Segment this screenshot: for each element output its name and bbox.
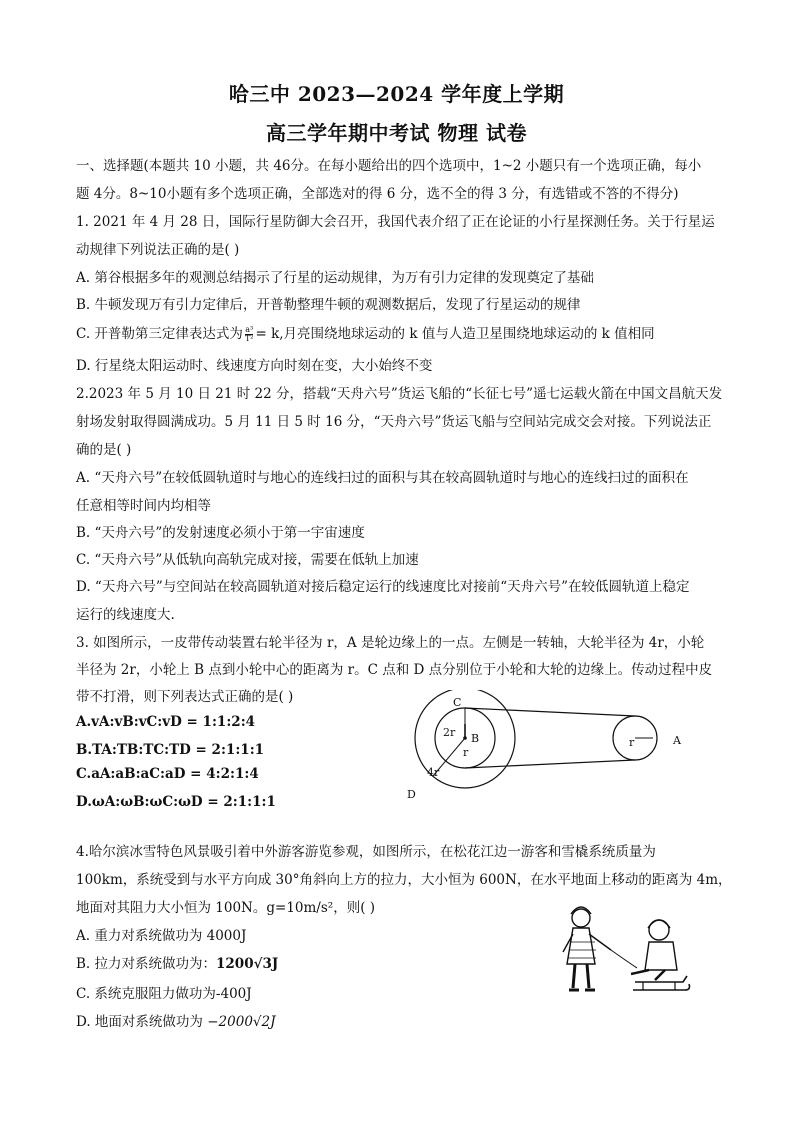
- q3-option-b: B.TA:TB:TC:TD = 2:1:1:1: [76, 742, 265, 758]
- q1-stem-line-1: 1. 2021 年 4 月 28 日，国际行星防御大会召开，我国代表介绍了正在论证的小行星探测任务。关于行星运: [76, 214, 715, 230]
- q1-option-b: B. 牛顿发现万有引力定律后，开普勒整理牛顿的观测数据后，发现了行星运动的规律: [76, 297, 581, 313]
- exam-subtitle: 高三学年期中考试 物理 试卷: [266, 121, 527, 145]
- q1-stem-line-2: 动规律下列说法正确的是( ): [76, 242, 240, 258]
- exam-title: 哈三中 2023—2024 学年度上学期: [228, 82, 565, 106]
- label-a: A: [673, 734, 681, 747]
- label-c: C: [453, 696, 462, 709]
- q3-option-c: C.aA:aB:aC:aD = 4:2:1:4: [76, 766, 259, 782]
- q4-option-d: [76, 1013, 276, 1031]
- q4-option-a: A. 重力对系统做功为 4000J: [76, 928, 247, 944]
- sled-illustration: [555, 902, 695, 1012]
- q4-stem-line-1: 4.哈尔滨冰雪特色风景吸引着中外游客游览参观，如图所示，在松花江边一游客和雪橇系统质量为: [76, 844, 656, 860]
- q2-stem-line-2: 射场发射取得圆满成功。5 月 11 日 5 时 16 分，“天舟六号”货运飞船与空间站完成交会对接。下列说法正: [76, 414, 712, 430]
- label-2r: 2r: [443, 726, 456, 739]
- q4-stem-line-2: 100km，系统受到与水平方向成 30°角斜向上方的拉力，大小恒为 600N，在水平地面上移动的距离为 4m，: [76, 872, 732, 888]
- q3-stem-line-1: 3. 如图所示，一皮带传动装置右轮半径为 r，A 是轮边缘上的一点。左侧是一转轴，大轮半径为 4r，小轮: [76, 635, 705, 651]
- belt-bottom: [465, 760, 635, 768]
- q1-option-c-suffix: = k,月亮围绕地球运动的 k 值与人造卫星围绕地球运动的 k 值相同: [255, 326, 655, 342]
- q2-option-a-line-1: A. “天舟六号”在较低圆轨道时与地心的连线扫过的面积与其在较高圆轨道时与地心的连线扫过的面积在: [76, 470, 689, 486]
- section-intro-line-1: 一、选择题(本题共 10 小题，共 46分。在每小题给出的四个选项中，1~2 小题只有一个选项正确，每小: [76, 158, 702, 174]
- q4-option-d-prefix: D. 地面对系统做功为: [76, 1014, 203, 1030]
- q4-option-b-value: 1200√3J: [216, 956, 279, 972]
- belt-pulley-diagram: [385, 690, 695, 810]
- q3-option-a: A.vA:vB:vC:vD = 1:1:2:4: [76, 714, 256, 730]
- q1-option-d: D. 行星绕太阳运动时、线速度方向时刻在变，大小始终不变: [76, 358, 433, 374]
- q4-option-b: [76, 955, 278, 973]
- q4-option-c: C. 系统克服阻力做功为-400J: [76, 986, 252, 1002]
- center-dot: [463, 736, 467, 740]
- q3-stem-line-2: 半径为 2r，小轮上 B 点到小轮中心的距离为 r。C 点和 D 点分别位于小轮和大轮的边缘上。传动过程中皮: [76, 662, 713, 678]
- q3-option-d: D.ωA:ωB:ωC:ωD = 2:1:1:1: [76, 794, 276, 810]
- q2-option-b: B. “天舟六号”的发射速度必须小于第一宇宙速度: [76, 525, 365, 541]
- q2-option-d-line-1: D. “天舟六号”与空间站在较高圆轨道对接后稳定运行的线速度比对接前“天舟六号”在较低圆轨道上稳定: [76, 579, 690, 595]
- label-4r: 4r: [427, 766, 440, 779]
- belt-top: [465, 708, 635, 716]
- fraction-numerator: a³: [245, 325, 254, 334]
- label-b: B: [471, 732, 480, 745]
- q2-stem-line-1: 2.2023 年 5 月 10 日 21 时 22 分，搭载“天舟六号”货运飞船的“长征七号”遥七运载火箭在中国文昌航天发: [76, 386, 723, 402]
- fraction-denominator: T²: [244, 334, 254, 343]
- q4-stem-line-3: 地面对其阻力大小恒为 100N。g=10m/s²，则( ): [76, 900, 376, 916]
- section-intro-line-2: 题 4分。8~10小题有多个选项正确，全部选对的得 6 分，选不全的得 3 分，有选错或不答的不得分): [76, 186, 679, 202]
- q3-stem-line-3: 带不打滑，则下列表达式正确的是( ): [76, 689, 294, 705]
- label-right-r: r: [629, 736, 635, 749]
- kepler-fraction: [245, 326, 254, 343]
- q2-option-d-line-2: 运行的线速度大.: [76, 607, 175, 623]
- q4-option-b-prefix: B. 拉力对系统做功为：: [76, 956, 217, 972]
- q2-stem-line-3: 确的是( ): [76, 442, 132, 458]
- q2-option-c: C. “天舟六号”从低轨向高轨完成对接，需要在低轨上加速: [76, 552, 419, 568]
- q1-option-a: A. 第谷根据多年的观测总结揭示了行星的运动规律，为万有引力定律的发现奠定了基础: [76, 270, 594, 286]
- label-r: r: [463, 746, 469, 759]
- q4-option-d-value: −2000√2J: [207, 1014, 276, 1030]
- q1-option-c-prefix: C. 开普勒第三定律表达式为: [76, 326, 243, 342]
- q2-option-a-line-2: 任意相等时间内均相等: [76, 498, 211, 514]
- q1-option-c: [76, 325, 655, 343]
- label-d: D: [407, 788, 416, 801]
